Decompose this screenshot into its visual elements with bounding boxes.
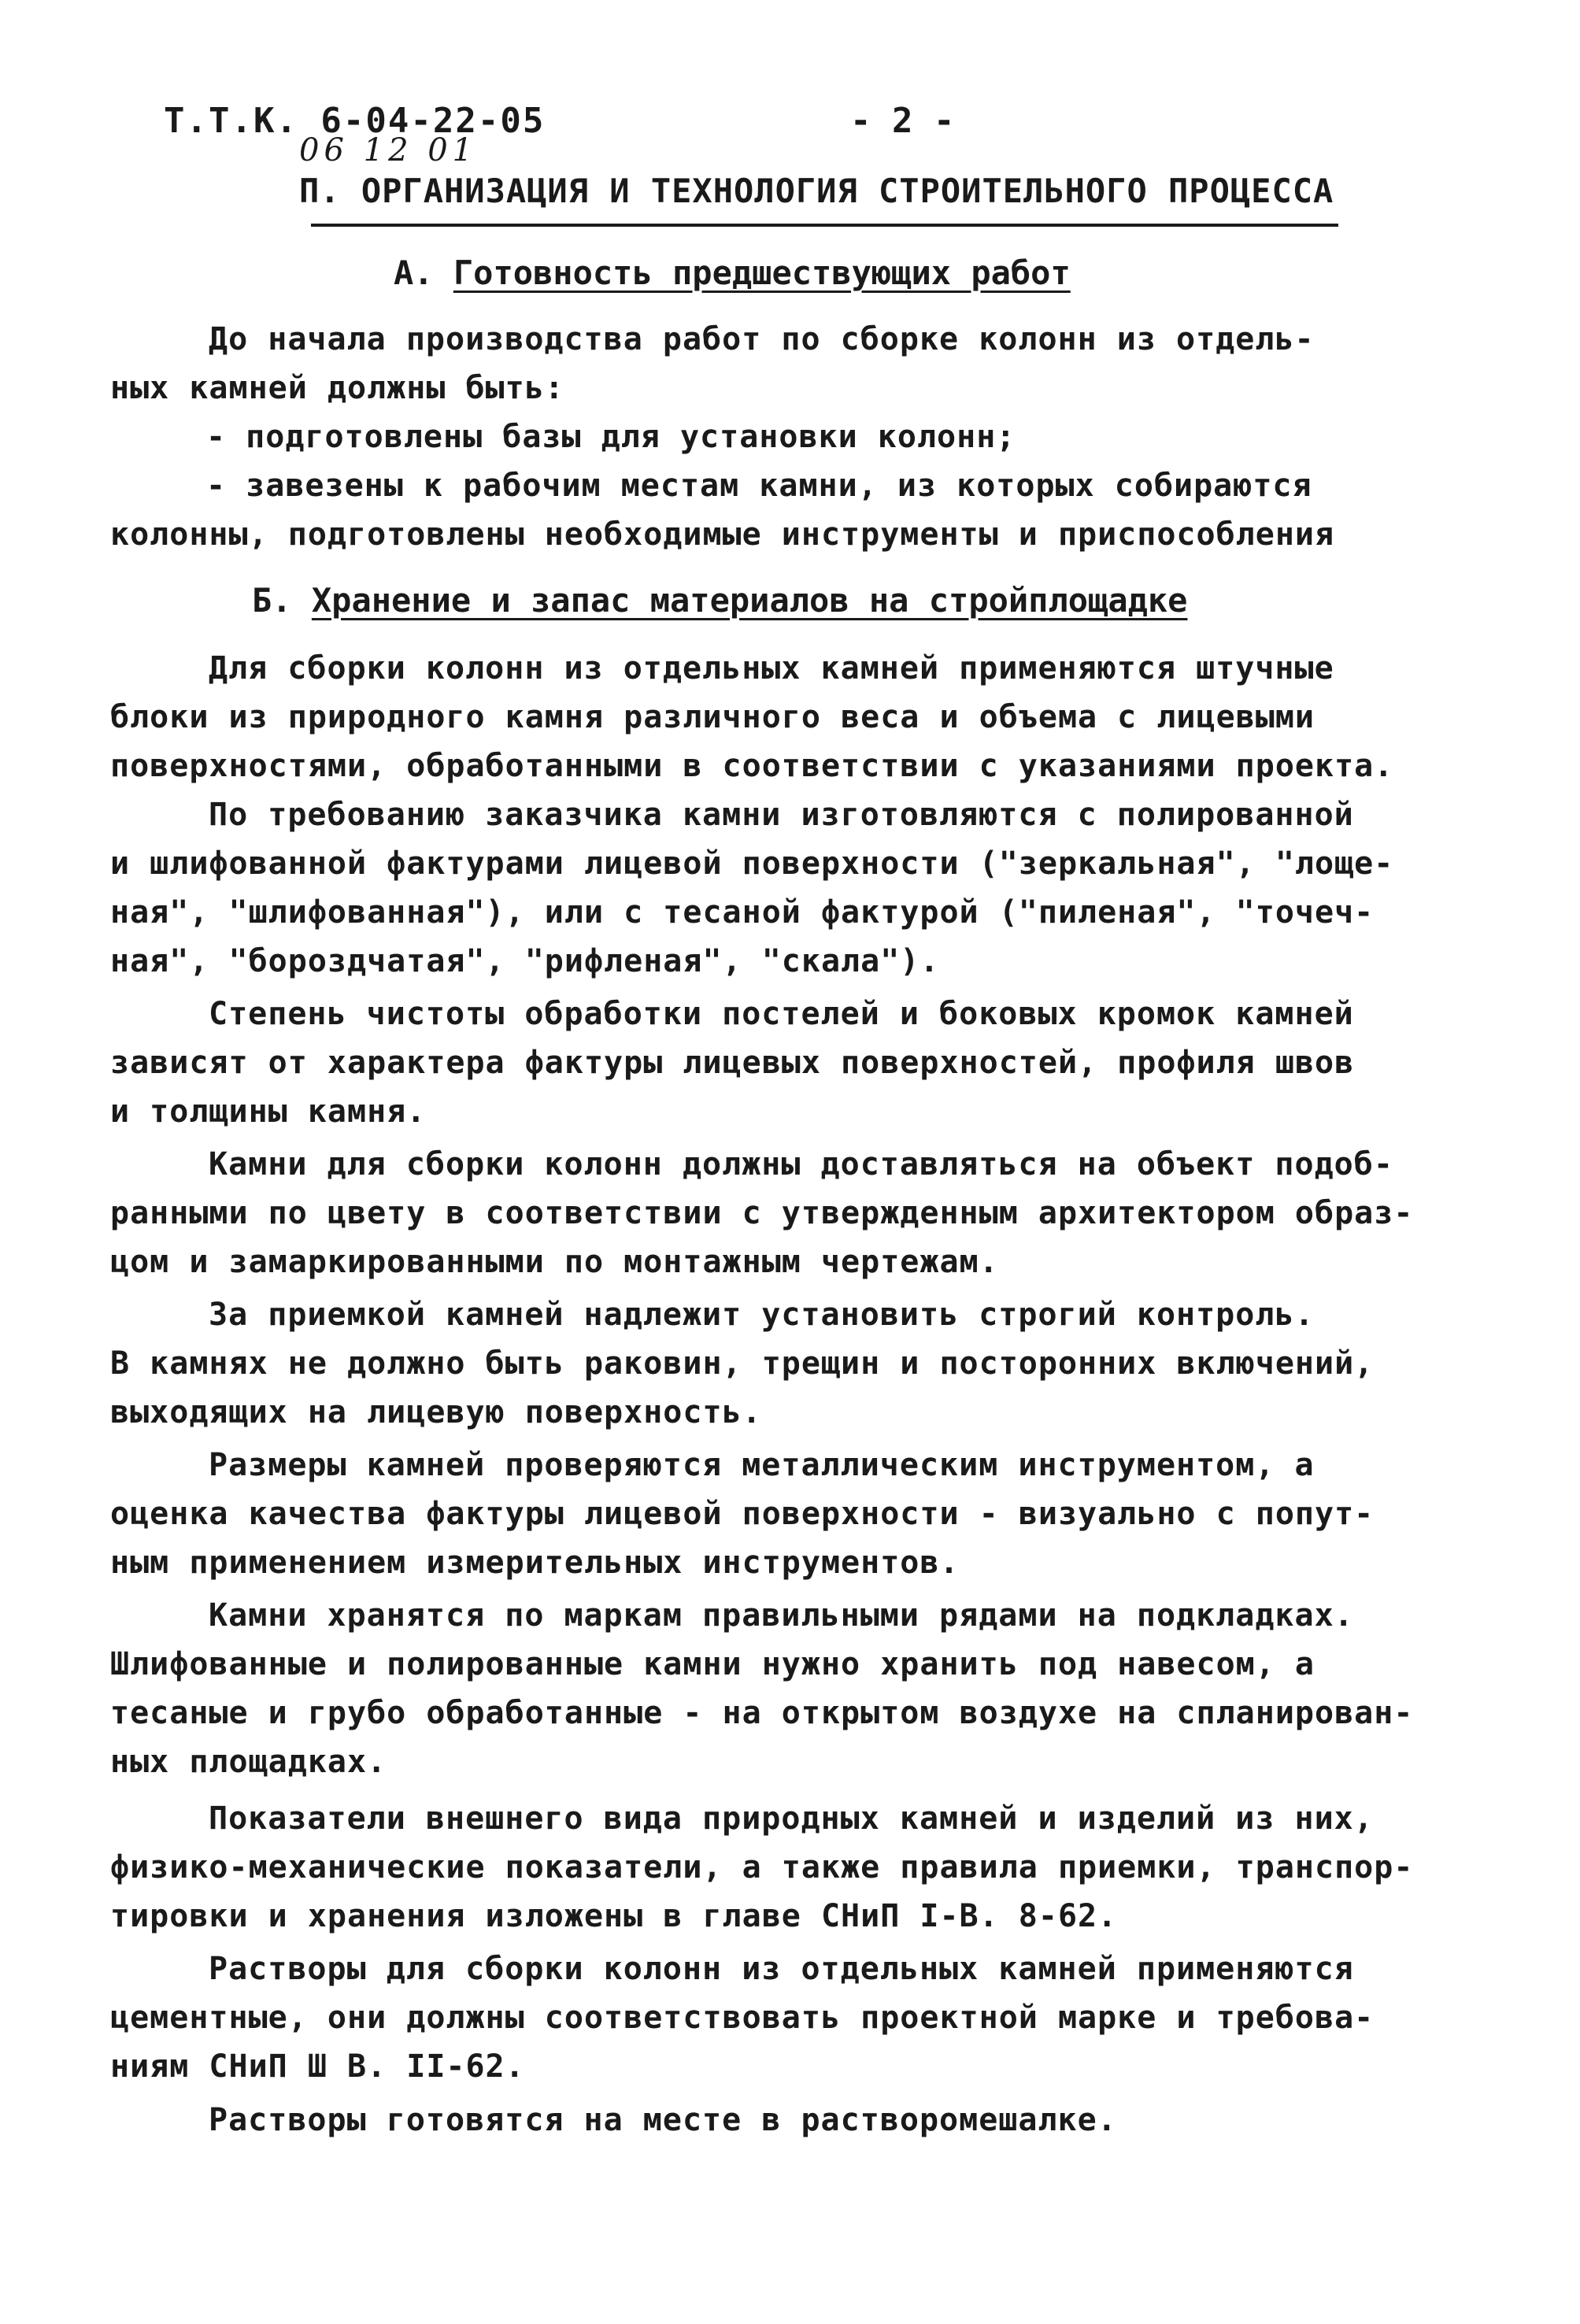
text-line: блоки из природного камня различного веса и объема с лицевыми bbox=[110, 699, 1315, 735]
text-line: За приемкой камней надлежит установить строгий контроль. bbox=[209, 1297, 1315, 1333]
text-line: Растворы готовятся на месте в растворомешалке. bbox=[209, 2102, 1117, 2138]
text-line: ниям СНиП Ш В. II-62. bbox=[110, 2048, 525, 2085]
text-line: ная", "шлифованная"), или с тесаной фактурой ("пиленая", "точеч- bbox=[110, 894, 1375, 931]
text-line: поверхностями, обработанными в соответствии с указаниями проекта. bbox=[110, 748, 1394, 784]
text-line: Показатели внешнего вида природных камней и изделий из них, bbox=[209, 1800, 1374, 1837]
subsection-b-heading bbox=[252, 581, 1187, 620]
page-number: - 2 - bbox=[850, 101, 955, 141]
subsection-b-letter: Б. bbox=[252, 581, 292, 620]
subsection-a-letter: А. bbox=[394, 253, 434, 292]
handwritten-date: 06 12 01 bbox=[299, 132, 478, 168]
text-line: До начала производства работ по сборке колонн из отдель- bbox=[209, 321, 1315, 357]
text-line: Степень чистоты обработки постелей и боковых кромок камней bbox=[209, 996, 1354, 1032]
text-line: Для сборки колонн из отдельных камней применяются штучные bbox=[209, 650, 1334, 686]
text-line: выходящих на лицевую поверхность. bbox=[110, 1394, 762, 1430]
subsection-a-heading bbox=[394, 253, 1071, 292]
text-line: Шлифованные и полированные камни нужно хранить под навесом, а bbox=[110, 1646, 1315, 1682]
text-line: физико-механические показатели, а также правила приемки, транспор- bbox=[110, 1849, 1414, 1885]
text-line: Камни хранятся по маркам правильными рядами на подкладках. bbox=[209, 1597, 1354, 1634]
text-line: ных площадках. bbox=[110, 1744, 387, 1780]
text-line: колонны, подготовлены необходимые инструменты и приспособления bbox=[110, 516, 1335, 553]
text-line: ранными по цвету в соответствии с утвержденным архитектором образ- bbox=[110, 1195, 1414, 1231]
text-line: тесаные и грубо обработанные - на открытом воздухе на спланирован- bbox=[110, 1695, 1414, 1731]
list-item: - подготовлены базы для установки колонн; bbox=[206, 419, 1016, 455]
subsection-b-title: Хранение и запас материалов на стройплощадке bbox=[311, 581, 1188, 620]
subsection-a-title: Готовность предшествующих работ bbox=[453, 253, 1071, 292]
text-line: цом и замаркированными по монтажным чертежам. bbox=[110, 1244, 999, 1280]
text-line: ных камней должны быть: bbox=[110, 370, 564, 406]
text-line: ным применением измерительных инструментов. bbox=[110, 1545, 960, 1581]
text-line: По требованию заказчика камни изготовляются с полированной bbox=[209, 797, 1354, 833]
text-line: оценка качества фактуры лицевой поверхности - визуально с попут- bbox=[110, 1496, 1375, 1532]
text-line: зависят от характера фактуры лицевых поверхностей, профиля швов bbox=[110, 1045, 1355, 1081]
text-line: Камни для сборки колонн должны доставляться на объект подоб- bbox=[209, 1146, 1393, 1182]
text-line: ная", "бороздчатая", "рифленая", "скала"). bbox=[110, 943, 940, 979]
document-code: Т.Т.К. 6-04-22-05 bbox=[164, 101, 546, 141]
text-line: цементные, они должны соответствовать проектной марке и требова- bbox=[110, 2000, 1375, 2036]
text-line: Размеры камней проверяются металлическим инструментом, а bbox=[209, 1447, 1315, 1483]
section-divider bbox=[311, 224, 1338, 227]
text-line: тировки и хранения изложены в главе СНиП I-В. 8-62. bbox=[110, 1898, 1118, 1934]
text-line: Растворы для сборки колонн из отдельных камней применяются bbox=[209, 1951, 1354, 1987]
text-line: В камнях не должно быть раковин, трещин и посторонних включений, bbox=[110, 1345, 1375, 1382]
list-item: - завезены к рабочим местам камни, из которых собираются bbox=[206, 468, 1312, 504]
text-line: и толщины камня. bbox=[110, 1094, 427, 1130]
section-title: П. ОРГАНИЗАЦИЯ И ТЕХНОЛОГИЯ СТРОИТЕЛЬНОГО ПРОЦЕССА bbox=[299, 172, 1334, 210]
text-line: и шлифованной фактурами лицевой поверхности ("зеркальная", "лоще- bbox=[110, 846, 1394, 882]
